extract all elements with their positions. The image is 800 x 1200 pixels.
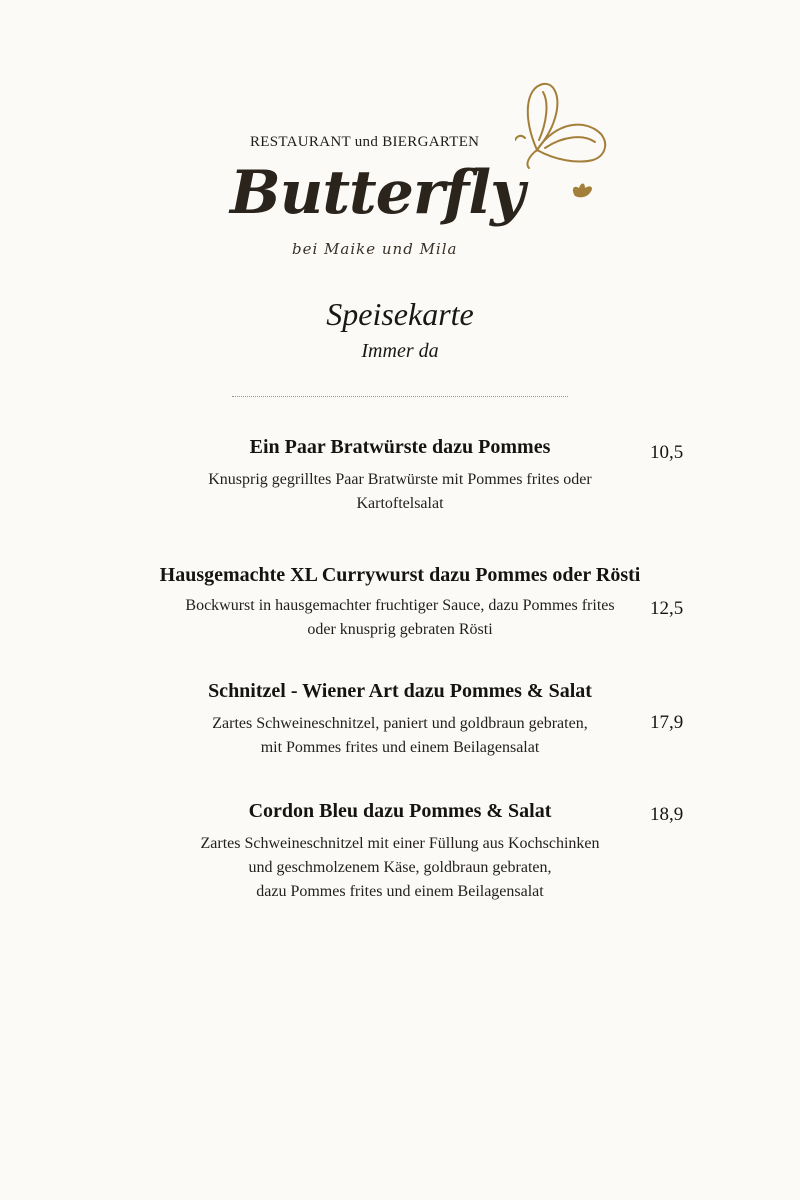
item-price: 17,9: [650, 712, 684, 733]
menu-title: Speisekarte: [326, 296, 474, 332]
item-price: 18,9: [650, 804, 684, 825]
item-name: Hausgemachte XL Currywurst dazu Pommes oder Rösti: [159, 564, 641, 586]
item-description-line: oder knusprig gebraten Rösti: [307, 621, 493, 638]
item-description: [0, 594, 800, 642]
item-name: Ein Paar Bratwürste dazu Pommes: [249, 436, 551, 458]
menu-subtitle: Immer da: [361, 340, 439, 362]
dotted-divider: [232, 396, 568, 397]
item-description-line: Zartes Schweineschnitzel, paniert und goldbraun gebraten,: [212, 715, 588, 732]
item-description-line: mit Pommes frites und einem Beilagensalat: [260, 739, 540, 756]
item-description: [0, 832, 800, 904]
item-description-line: dazu Pommes frites und einem Beilagensalat: [256, 883, 544, 900]
item-description-line: Knusprig gegrilltes Paar Bratwürste mit Pommes frites oder: [208, 471, 592, 488]
item-description-line: Kartoftelsalat: [356, 495, 444, 512]
item-description-line: Zartes Schweineschnitzel mit einer Füllung aus Kochschinken: [200, 835, 600, 852]
item-name: Cordon Bleu dazu Pommes & Salat: [248, 800, 552, 822]
butterfly-icon: [515, 78, 615, 208]
item-description: [0, 712, 800, 760]
logo-name: Butterfly: [230, 158, 525, 228]
item-price: 10,5: [650, 442, 684, 463]
item-description-line: und geschmolzenem Käse, goldbraun gebraten,: [248, 859, 552, 876]
item-description-line: Bockwurst in hausgemachter fruchtiger Sauce, dazu Pommes frites: [185, 597, 615, 614]
item-price: 12,5: [650, 598, 684, 619]
item-name: Schnitzel - Wiener Art dazu Pommes & Salat: [208, 680, 592, 702]
item-description: [0, 468, 800, 516]
logo-tagline: RESTAURANT und BIERGARTEN: [250, 134, 480, 150]
restaurant-logo: [0, 0, 800, 280]
logo-subtitle: bei Maike und Mila: [292, 240, 458, 258]
